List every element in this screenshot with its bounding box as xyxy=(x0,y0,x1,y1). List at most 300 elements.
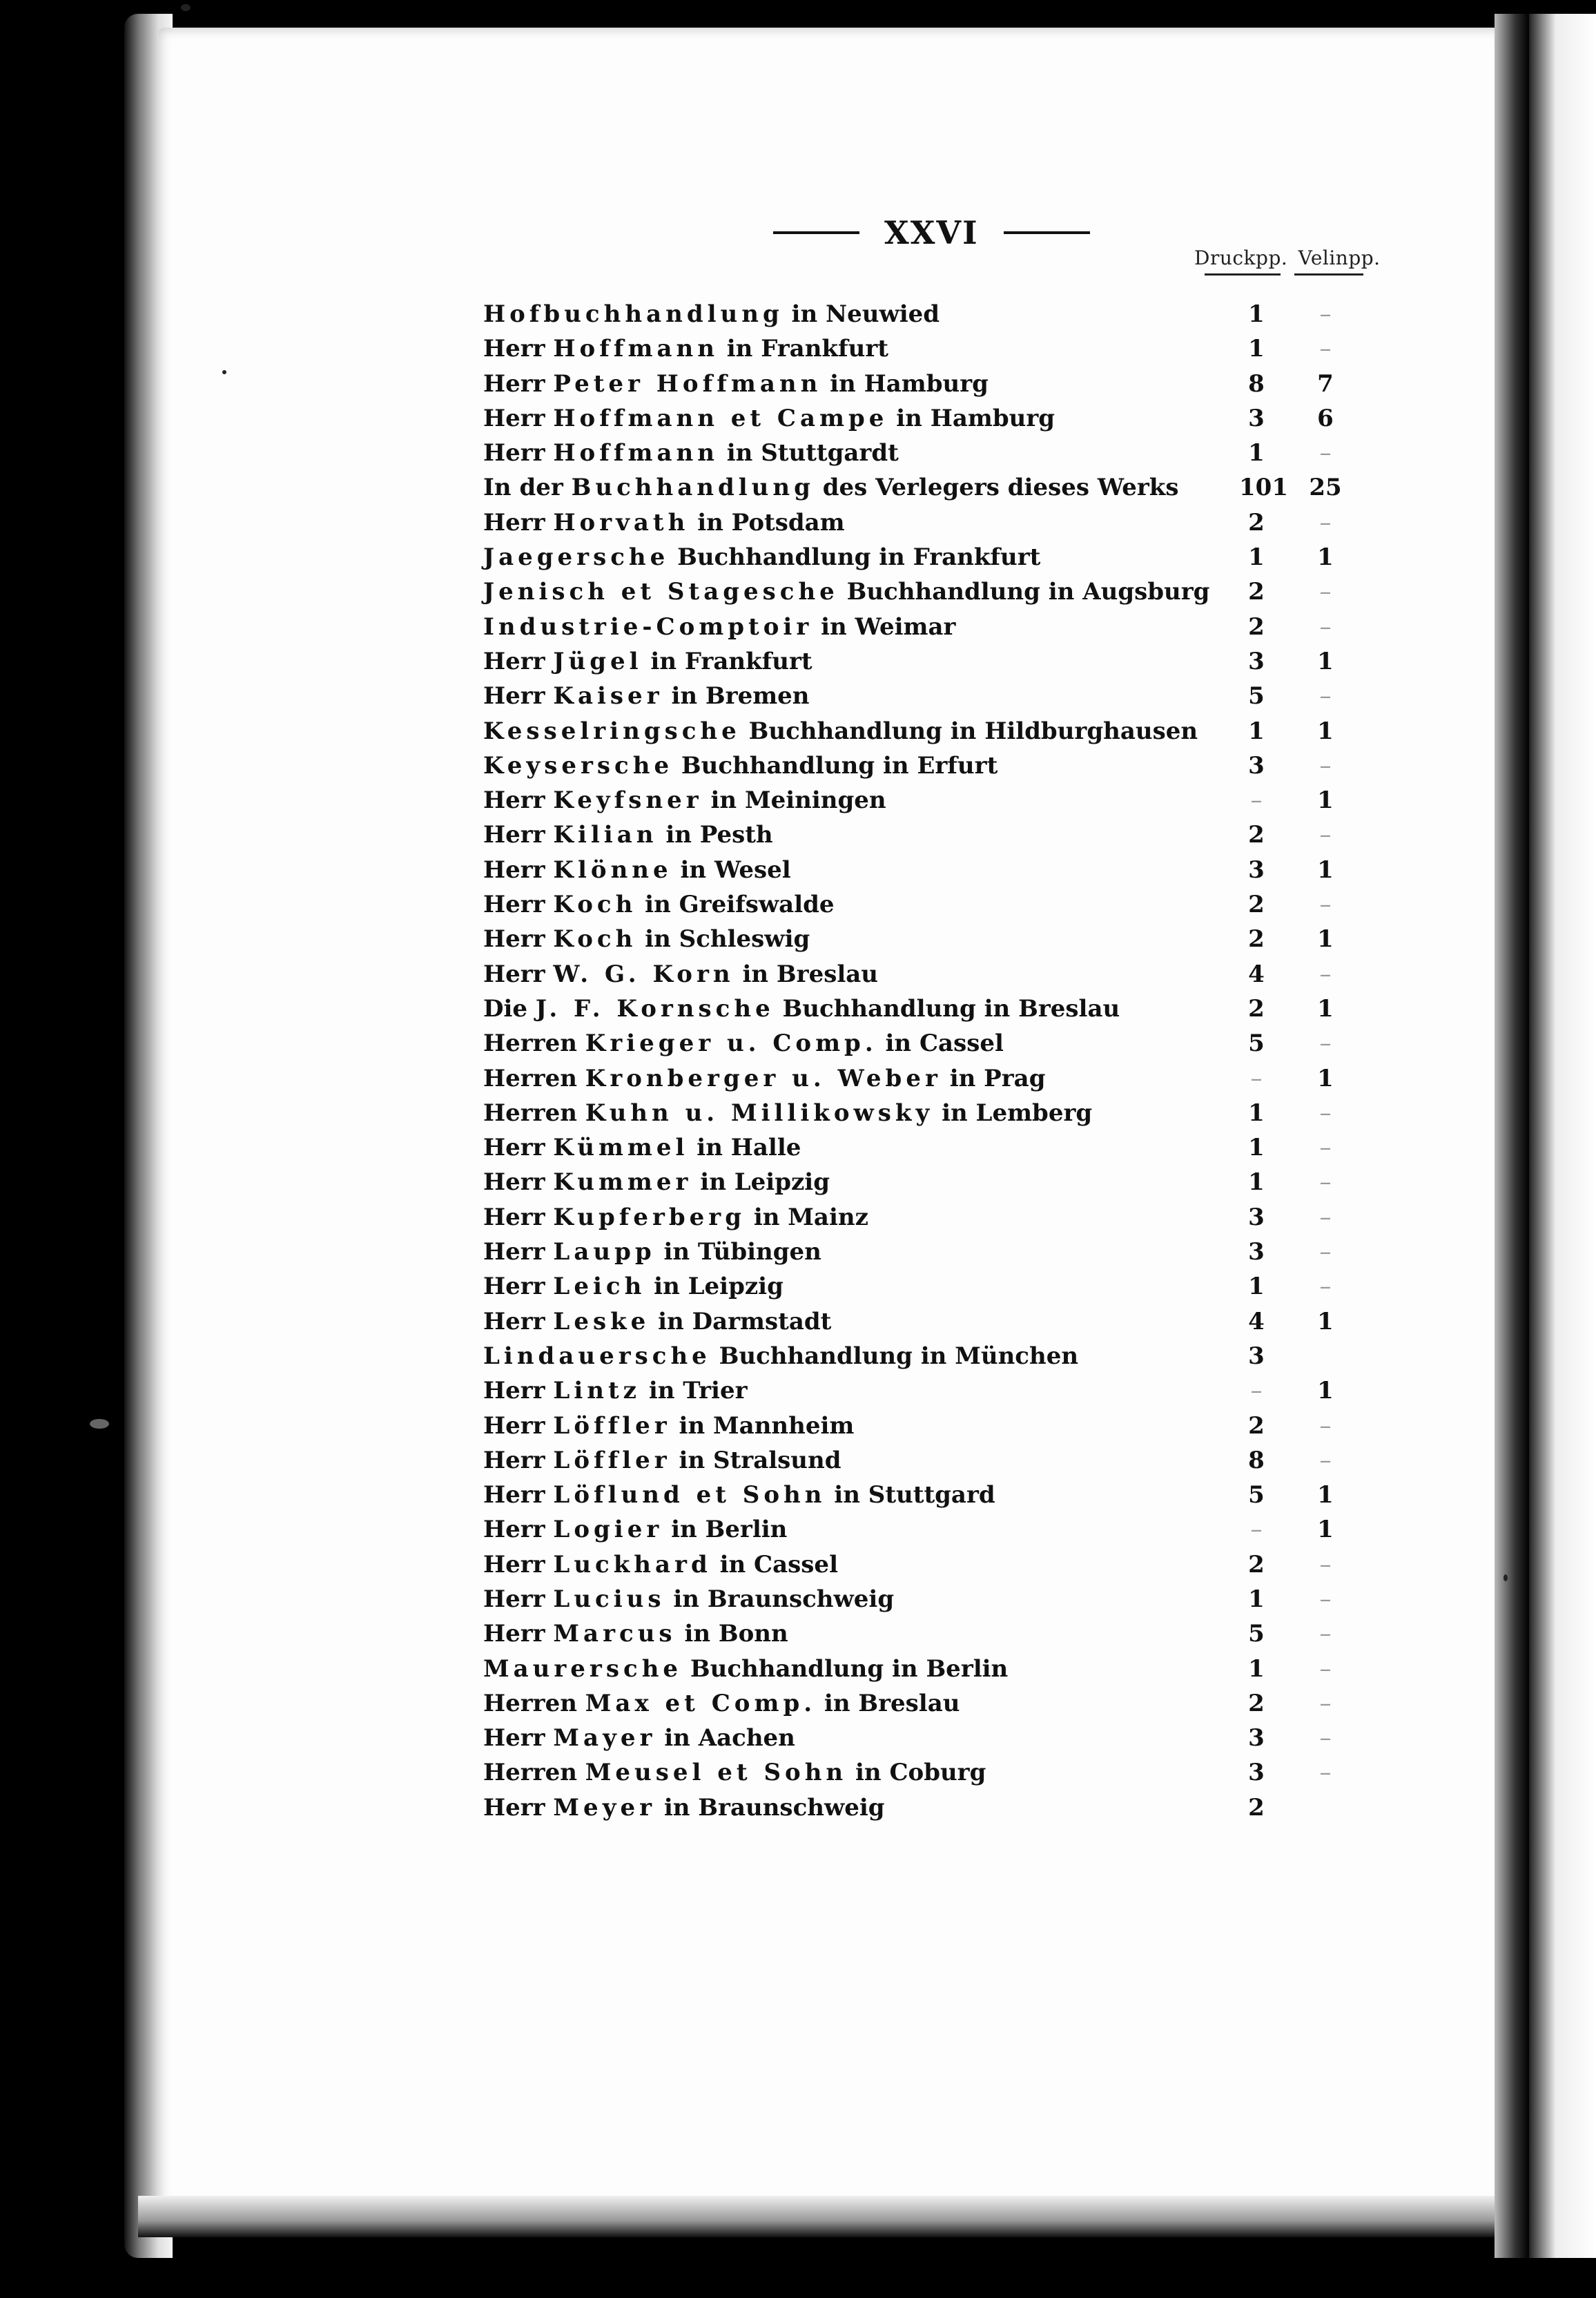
druck-count: 2 xyxy=(1248,612,1265,641)
name-rest: in Mannheim xyxy=(670,1411,855,1440)
druck-count: 1 xyxy=(1248,300,1265,328)
subscriber-name xyxy=(483,574,1209,609)
druck-count: 1 xyxy=(1248,1654,1265,1683)
subscriber-name xyxy=(483,1165,830,1199)
name-spaced: Jügel xyxy=(553,647,643,675)
list-item xyxy=(483,1096,1381,1130)
subscriber-name xyxy=(483,540,1040,574)
name-rest: in Wesel xyxy=(672,856,791,884)
list-item xyxy=(483,1547,1381,1582)
velin-count: 1 xyxy=(1317,1064,1334,1092)
name-spaced: Meusel et Sohn xyxy=(585,1759,848,1787)
subscriber-name xyxy=(483,401,1055,436)
list-item xyxy=(483,1686,1381,1721)
name-rest: in Darmstadt xyxy=(650,1307,832,1335)
name-rest: in Hamburg xyxy=(888,404,1055,432)
velin-count: – xyxy=(1319,1203,1332,1231)
name-rest: in Hamburg xyxy=(821,369,989,398)
list-item xyxy=(483,749,1381,783)
list-item xyxy=(483,574,1381,609)
druck-count: – xyxy=(1250,1516,1263,1544)
name-rest: in Mainz xyxy=(745,1203,868,1231)
column-rule-druck xyxy=(1205,273,1281,276)
list-item xyxy=(483,922,1381,956)
name-rest: in Cassel xyxy=(877,1030,1004,1058)
velin-count: 1 xyxy=(1317,1377,1334,1405)
druck-count: – xyxy=(1250,786,1263,815)
subscriber-name xyxy=(483,1686,960,1721)
subscriber-name xyxy=(483,853,791,887)
name-rest: in Breslau xyxy=(816,1689,960,1717)
druck-count: 2 xyxy=(1248,1689,1265,1717)
name-rest: in Bonn xyxy=(676,1620,788,1648)
name-spaced: Kümmel xyxy=(553,1134,689,1162)
list-item xyxy=(483,1165,1381,1199)
druck-count: 2 xyxy=(1248,994,1265,1023)
velin-count: 1 xyxy=(1317,543,1334,572)
name-rest: Buchhandlung in Hildburghausen xyxy=(740,717,1198,745)
list-item xyxy=(483,1026,1381,1061)
name-spaced: Kuhn u. Millikowsky xyxy=(585,1099,934,1127)
next-page-edge xyxy=(1529,14,1596,2258)
velin-count: 1 xyxy=(1317,786,1334,815)
druck-count: 8 xyxy=(1248,369,1265,398)
list-item xyxy=(483,1616,1381,1651)
name-rest: in Weimar xyxy=(812,612,956,641)
name-prefix: Herr xyxy=(483,335,554,363)
velin-count: 1 xyxy=(1317,856,1334,884)
velin-count: – xyxy=(1319,439,1332,467)
subscriber-name xyxy=(483,297,940,331)
list-item xyxy=(483,853,1381,887)
velin-count: – xyxy=(1319,682,1332,711)
name-rest: in Meiningen xyxy=(702,786,886,815)
druck-count: 1 xyxy=(1248,717,1265,745)
name-spaced: Max et Comp. xyxy=(585,1689,817,1717)
list-item xyxy=(483,540,1381,574)
name-spaced: Koch xyxy=(553,925,637,954)
name-prefix: Herr xyxy=(483,960,554,988)
name-rest: in Leipzig xyxy=(692,1168,830,1197)
name-prefix: Herr xyxy=(483,1168,554,1197)
velin-count: – xyxy=(1319,1550,1332,1578)
name-prefix: Herr xyxy=(483,1724,554,1753)
name-spaced: Kupferberg xyxy=(553,1203,746,1231)
druck-count: 3 xyxy=(1248,1203,1265,1231)
name-rest: in Berlin xyxy=(663,1516,788,1544)
velin-count: – xyxy=(1319,1689,1332,1717)
name-prefix: Herr xyxy=(483,508,554,537)
subscriber-name xyxy=(483,644,812,679)
subscriber-name xyxy=(483,1721,795,1755)
name-spaced: Lindauersche xyxy=(483,1342,711,1370)
name-spaced: Jenisch et Stagesche xyxy=(483,578,839,606)
name-prefix: Herren xyxy=(483,1030,585,1058)
name-rest: in Frankfurt xyxy=(718,335,888,363)
druck-count: 1 xyxy=(1248,1168,1265,1197)
list-item xyxy=(483,644,1381,679)
subscriber-name xyxy=(483,818,773,852)
subscriber-name xyxy=(483,1026,1004,1061)
name-rest: Buchhandlung in Augsburg xyxy=(838,578,1210,606)
name-spaced: Hoffmann xyxy=(553,335,719,363)
page-edge-bottom xyxy=(138,2196,1512,2237)
book-gutter xyxy=(1495,14,1529,2258)
druck-count: 1 xyxy=(1248,439,1265,467)
velin-count: – xyxy=(1319,1724,1332,1753)
druck-count: 3 xyxy=(1248,404,1265,432)
subscriber-name xyxy=(483,436,899,470)
list-item xyxy=(483,1304,1381,1339)
subscriber-name xyxy=(483,1790,885,1825)
name-prefix: Herr xyxy=(483,647,554,675)
name-prefix: Herr xyxy=(483,821,554,849)
list-item xyxy=(483,1652,1381,1686)
name-spaced: Hoffmann et Campe xyxy=(553,404,888,432)
subscriber-name xyxy=(483,331,888,366)
name-rest: in Breslau xyxy=(734,960,879,988)
subscriber-name xyxy=(483,1373,748,1408)
velin-count: – xyxy=(1319,508,1332,537)
name-rest: in Halle xyxy=(688,1134,801,1162)
subscriber-name xyxy=(483,1443,841,1478)
name-prefix: In der xyxy=(483,474,572,502)
druck-count: 2 xyxy=(1248,891,1265,919)
velin-count: – xyxy=(1319,612,1332,641)
list-item xyxy=(483,1755,1381,1790)
name-prefix: Herr xyxy=(483,1134,554,1162)
name-rest: in Pesth xyxy=(657,821,773,849)
velin-count: 6 xyxy=(1317,404,1334,432)
list-item xyxy=(483,1373,1381,1408)
name-prefix: Herr xyxy=(483,786,554,815)
velin-count: – xyxy=(1319,891,1332,919)
name-spaced: Leske xyxy=(553,1307,650,1335)
druck-count: 1 xyxy=(1248,1099,1265,1127)
list-item xyxy=(483,401,1381,436)
druck-count: 3 xyxy=(1248,751,1265,780)
druck-count: 4 xyxy=(1248,1307,1265,1335)
name-rest: in Braunschweig xyxy=(656,1793,885,1822)
druck-count: 2 xyxy=(1248,821,1265,849)
name-spaced: Löffler xyxy=(553,1411,671,1440)
subscriber-name xyxy=(483,1304,831,1339)
subscriber-name xyxy=(483,1235,821,1269)
druck-count: 2 xyxy=(1248,508,1265,537)
druck-count: 5 xyxy=(1248,1620,1265,1648)
name-prefix: Herr xyxy=(483,682,554,711)
name-prefix: Herren xyxy=(483,1759,585,1787)
name-rest: Buchhandlung in München xyxy=(710,1342,1079,1370)
name-rest: Buchhandlung in Frankfurt xyxy=(669,543,1041,572)
subscriber-name xyxy=(483,957,878,992)
druck-count: 1 xyxy=(1248,335,1265,363)
list-item xyxy=(483,1443,1381,1478)
druck-count: 2 xyxy=(1248,1550,1265,1578)
list-item xyxy=(483,1721,1381,1755)
druck-count: 3 xyxy=(1248,1238,1265,1266)
name-spaced: Buchhandlung xyxy=(571,474,815,502)
name-spaced: Kaiser xyxy=(553,682,663,711)
name-spaced: Löffler xyxy=(553,1446,671,1474)
name-spaced: Keyfsner xyxy=(553,786,703,815)
name-spaced: Lintz xyxy=(553,1377,641,1405)
name-spaced: Löflund et Sohn xyxy=(553,1481,826,1509)
column-headers xyxy=(1194,247,1385,269)
subscriber-name xyxy=(483,1409,854,1443)
column-header-velin: Velinpp. xyxy=(1298,247,1381,269)
name-prefix: Herr xyxy=(483,925,554,954)
druck-count: – xyxy=(1250,1377,1263,1405)
name-prefix: Herr xyxy=(483,404,554,432)
druck-count: 4 xyxy=(1248,960,1265,988)
subscriber-name xyxy=(483,922,810,956)
velin-count: – xyxy=(1319,1620,1332,1648)
name-prefix: Herr xyxy=(483,439,554,467)
name-spaced: Kummer xyxy=(553,1168,692,1197)
velin-count: – xyxy=(1319,1411,1332,1440)
list-item xyxy=(483,1200,1381,1235)
name-spaced: Klönne xyxy=(553,856,672,884)
druck-count: 2 xyxy=(1248,578,1265,606)
name-spaced: Keysersche xyxy=(483,751,674,780)
name-spaced: Industrie-Comptoir xyxy=(483,612,813,641)
name-spaced: Maurersche xyxy=(483,1654,683,1683)
velin-count: 1 xyxy=(1317,994,1334,1023)
list-item xyxy=(483,1061,1381,1096)
druck-count: 1 xyxy=(1248,543,1265,572)
velin-count: – xyxy=(1319,1273,1332,1301)
velin-count: – xyxy=(1319,1168,1332,1197)
velin-count: – xyxy=(1319,1134,1332,1162)
name-prefix: Herr xyxy=(483,1516,554,1544)
subscriber-name xyxy=(483,470,1179,505)
name-rest: in Frankfurt xyxy=(642,647,812,675)
druck-count: 3 xyxy=(1248,856,1265,884)
name-prefix: Herr xyxy=(483,1238,554,1266)
velin-count: – xyxy=(1319,1585,1332,1613)
name-prefix: Herr xyxy=(483,1446,554,1474)
name-spaced: Kronberger u. Weber xyxy=(585,1064,942,1092)
druck-count: 5 xyxy=(1248,1030,1265,1058)
list-item xyxy=(483,957,1381,992)
subscriber-name xyxy=(483,1339,1078,1373)
velin-count: – xyxy=(1319,1654,1332,1683)
list-item xyxy=(483,992,1381,1026)
list-item xyxy=(483,505,1381,540)
name-rest: Buchhandlung in Berlin xyxy=(682,1654,1009,1683)
druck-count: 2 xyxy=(1248,925,1265,954)
name-prefix: Herr xyxy=(483,1793,554,1822)
name-spaced: Kesselringsche xyxy=(483,717,741,745)
subscriber-name xyxy=(483,1755,986,1790)
name-spaced: Leich xyxy=(553,1273,646,1301)
list-item xyxy=(483,887,1381,922)
subscriber-name xyxy=(483,1547,838,1582)
name-spaced: Laupp xyxy=(553,1238,656,1266)
subscriber-name xyxy=(483,887,835,922)
name-spaced: Koch xyxy=(553,891,637,919)
name-rest: in Aachen xyxy=(656,1724,795,1753)
subscriber-list xyxy=(483,297,1381,1825)
list-item xyxy=(483,1790,1381,1825)
subscriber-name xyxy=(483,1269,784,1304)
velin-count: 1 xyxy=(1317,647,1334,675)
name-rest: in Bremen xyxy=(663,682,810,711)
druck-count: – xyxy=(1250,1064,1263,1092)
velin-count: 1 xyxy=(1317,1307,1334,1335)
column-rule-velin xyxy=(1294,273,1363,276)
subscriber-name xyxy=(483,749,998,783)
name-spaced: Peter Hoffmann xyxy=(553,369,822,398)
list-item xyxy=(483,783,1381,818)
velin-count: – xyxy=(1319,821,1332,849)
name-prefix: Herr xyxy=(483,1550,554,1578)
name-spaced: Hoffmann xyxy=(553,439,719,467)
velin-count: 1 xyxy=(1317,1516,1334,1544)
druck-count: 2 xyxy=(1248,1411,1265,1440)
subscriber-name xyxy=(483,1478,995,1512)
name-spaced: Horvath xyxy=(553,508,690,537)
name-spaced: Kilian xyxy=(553,821,658,849)
velin-count: 1 xyxy=(1317,1481,1334,1509)
name-rest: in Trier xyxy=(640,1377,748,1405)
name-rest: in Stuttgard xyxy=(826,1481,995,1509)
list-item xyxy=(483,1409,1381,1443)
paper-speck xyxy=(222,370,226,374)
name-spaced: Mayer xyxy=(553,1724,656,1753)
subscriber-name xyxy=(483,1096,1092,1130)
header-rule-right xyxy=(1004,231,1090,234)
name-rest: des Verlegers dieses Werks xyxy=(814,474,1179,502)
druck-count: 5 xyxy=(1248,1481,1265,1509)
paper-speck xyxy=(1503,1574,1508,1581)
header-rule-left xyxy=(773,231,859,234)
name-spaced: Krieger u. Comp. xyxy=(585,1030,877,1058)
name-rest: in Coburg xyxy=(847,1759,986,1787)
name-rest: in Lemberg xyxy=(933,1099,1093,1127)
list-item xyxy=(483,436,1381,470)
name-spaced: Marcus xyxy=(553,1620,677,1648)
druck-count: 101 xyxy=(1239,474,1288,502)
list-item xyxy=(483,1478,1381,1512)
subscriber-name xyxy=(483,1200,868,1235)
subscriber-name xyxy=(483,505,845,540)
name-prefix: Herr xyxy=(483,1377,554,1405)
name-prefix: Herr xyxy=(483,1273,554,1301)
subscriber-name xyxy=(483,714,1198,749)
druck-count: 1 xyxy=(1248,1273,1265,1301)
velin-count: 25 xyxy=(1309,474,1342,502)
velin-count: 7 xyxy=(1317,369,1334,398)
page-header xyxy=(773,214,1090,251)
column-header-druck: Druckpp. xyxy=(1194,247,1288,269)
name-prefix: Herr xyxy=(483,891,554,919)
name-prefix: Die xyxy=(483,994,536,1023)
velin-count: – xyxy=(1319,1446,1332,1474)
subscriber-name xyxy=(483,1582,894,1616)
velin-count: – xyxy=(1319,960,1332,988)
druck-count: 8 xyxy=(1248,1446,1265,1474)
druck-count: 3 xyxy=(1248,647,1265,675)
subscriber-name xyxy=(483,1652,1008,1686)
velin-count: – xyxy=(1319,578,1332,606)
name-rest: in Cassel xyxy=(711,1550,838,1578)
subscriber-name xyxy=(483,1130,801,1165)
list-item xyxy=(483,470,1381,505)
name-spaced: Meyer xyxy=(553,1793,656,1822)
velin-count: – xyxy=(1319,1238,1332,1266)
velin-count: 1 xyxy=(1317,925,1334,954)
name-prefix: Herren xyxy=(483,1689,585,1717)
name-spaced: Lucius xyxy=(553,1585,665,1613)
name-rest: in Potsdam xyxy=(689,508,845,537)
subscriber-name xyxy=(483,679,810,713)
subscriber-name xyxy=(483,783,886,818)
name-prefix: Herr xyxy=(483,1203,554,1231)
list-item xyxy=(483,1130,1381,1165)
name-rest: in Tübingen xyxy=(655,1238,821,1266)
name-spaced: Luckhard xyxy=(553,1550,712,1578)
velin-count: – xyxy=(1319,1099,1332,1127)
name-spaced: Hofbuchhandlung xyxy=(483,300,784,328)
list-item xyxy=(483,297,1381,331)
subscriber-name xyxy=(483,992,1120,1026)
name-rest: in Neuwied xyxy=(783,300,940,328)
name-prefix: Herr xyxy=(483,1481,554,1509)
druck-count: 3 xyxy=(1248,1759,1265,1787)
list-item xyxy=(483,1582,1381,1616)
druck-count: 3 xyxy=(1248,1724,1265,1753)
list-item xyxy=(483,1269,1381,1304)
name-rest: in Prag xyxy=(941,1064,1046,1092)
druck-count: 1 xyxy=(1248,1134,1265,1162)
name-rest: Buchhandlung in Breslau xyxy=(774,994,1120,1023)
list-item xyxy=(483,610,1381,644)
name-prefix: Herr xyxy=(483,1585,554,1613)
list-item xyxy=(483,1512,1381,1547)
name-rest: in Stuttgardt xyxy=(718,439,899,467)
name-spaced: Jaegersche xyxy=(483,543,670,572)
velin-count: – xyxy=(1319,1030,1332,1058)
page-number: XXVI xyxy=(884,214,979,251)
name-rest: Buchhandlung in Erfurt xyxy=(673,751,998,780)
list-item xyxy=(483,714,1381,749)
name-prefix: Herr xyxy=(483,369,554,398)
list-item xyxy=(483,367,1381,401)
name-rest: in Schleswig xyxy=(636,925,810,954)
name-rest: in Leipzig xyxy=(645,1273,784,1301)
name-spaced: W. G. Korn xyxy=(553,960,734,988)
name-prefix: Herr xyxy=(483,856,554,884)
velin-count: 1 xyxy=(1317,717,1334,745)
list-item xyxy=(483,1235,1381,1269)
name-rest: in Braunschweig xyxy=(665,1585,895,1613)
velin-count: – xyxy=(1319,1759,1332,1787)
list-item xyxy=(483,331,1381,366)
paper-speck xyxy=(181,4,191,11)
name-prefix: Herren xyxy=(483,1064,585,1092)
name-spaced: Logier xyxy=(553,1516,663,1544)
list-item xyxy=(483,1339,1381,1373)
name-prefix: Herr xyxy=(483,1620,554,1648)
name-rest: in Stralsund xyxy=(670,1446,841,1474)
velin-count: – xyxy=(1319,751,1332,780)
druck-count: 1 xyxy=(1248,1585,1265,1613)
list-item xyxy=(483,679,1381,713)
name-spaced: J. F. Kornsche xyxy=(535,994,775,1023)
name-prefix: Herr xyxy=(483,1411,554,1440)
